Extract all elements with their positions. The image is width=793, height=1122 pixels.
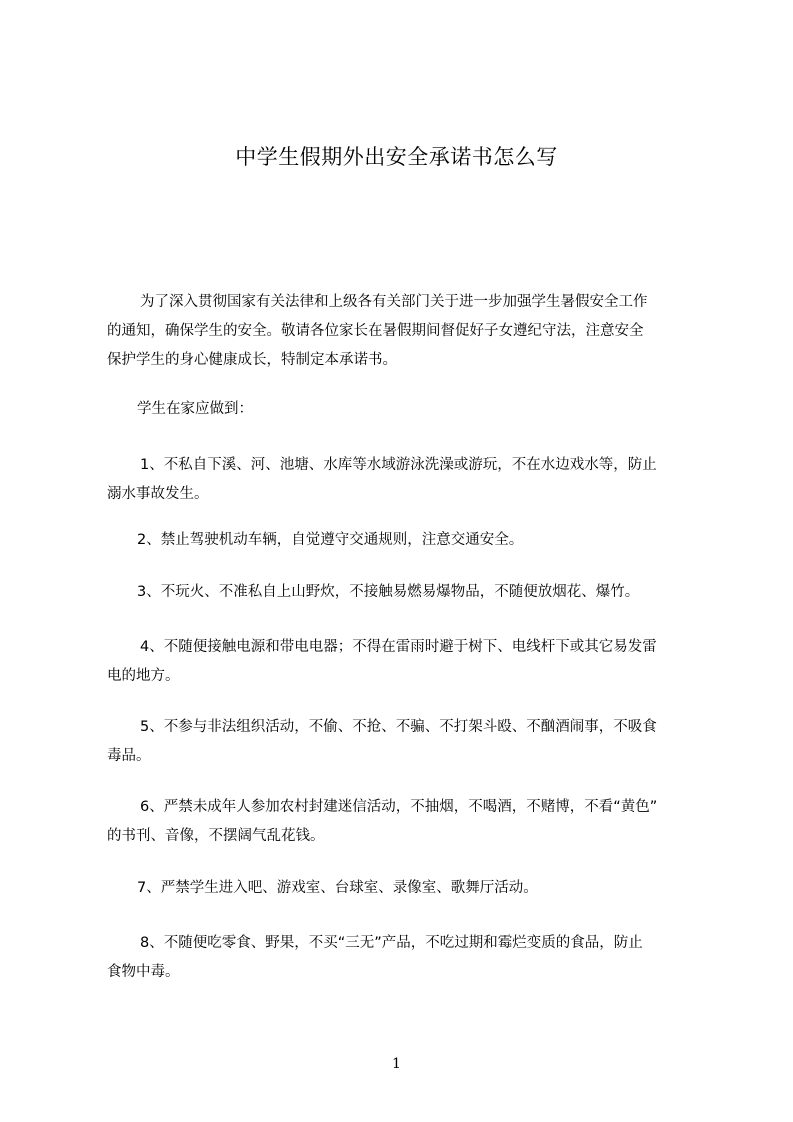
intro-line-3: 保护学生的身心健康成长，特制定本承诺书。 [107, 352, 397, 368]
list-item [107, 713, 707, 771]
list-item-line-1: 1、不私自下溪、河、池塘、水库等水域游泳洗澡或游玩，不在水边戏水等，防止 [140, 457, 657, 473]
list-item [107, 633, 707, 691]
list-item-line-1: 3、不玩火、不准私自上山野炊，不接触易燃易爆物品，不随便放烟花、爆竹。 [137, 584, 640, 600]
intro-line-1: 为了深入贯彻国家有关法律和上级各有关部门关于进一步加强学生暑假安全工作 [140, 294, 648, 310]
list-item-line-1: 2、禁止驾驶机动车辆，自觉遵守交通规则，注意交通安全。 [137, 532, 524, 548]
list-item-line-1: 4、不随便接触电源和带电电器；不得在雷雨时避于树下、电线杆下或其它易发雷 [140, 639, 657, 655]
list-item [107, 526, 707, 555]
intro-line-2: 的通知，确保学生的安全。敬请各位家长在暑假期间督促好子女遵纪守法，注意安全 [107, 323, 644, 339]
list-item [107, 578, 707, 607]
list-item-line-2: 电的地方。 [107, 668, 180, 684]
list-item-line-2: 溺水事故发生。 [107, 486, 209, 502]
list-item-line-1: 5、不参与非法组织活动，不偷、不抢、不骗、不打架斗殴、不酗酒闹事，不吸食 [140, 719, 657, 735]
section-heading: 学生在家应做到： [137, 401, 253, 417]
list-item-line-1: 8、不随便吃零食、野果，不买“三无”产品，不吃过期和霉烂变质的食品，防止 [140, 935, 643, 951]
page-title: 中学生假期外出安全承诺书怎么写 [235, 145, 558, 169]
list-item-line-1: 6、严禁未成年人参加农村封建迷信活动，不抽烟，不喝酒，不赌博，不看“黄色” [140, 799, 658, 815]
list-item-line-2: 食物中毒。 [107, 964, 180, 980]
list-item [107, 451, 707, 509]
list-item-line-2: 毒品。 [107, 748, 151, 764]
list-item-line-1: 7、严禁学生进入吧、游戏室、台球室、录像室、歌舞厅活动。 [137, 880, 538, 896]
list-item [107, 929, 707, 987]
page-number: 1 [392, 1056, 401, 1072]
list-item [107, 793, 707, 851]
intro-paragraph [107, 288, 707, 375]
list-item [107, 874, 707, 903]
list-item-line-2: 的书刊、音像，不摆阔气乱花钱。 [107, 828, 325, 844]
